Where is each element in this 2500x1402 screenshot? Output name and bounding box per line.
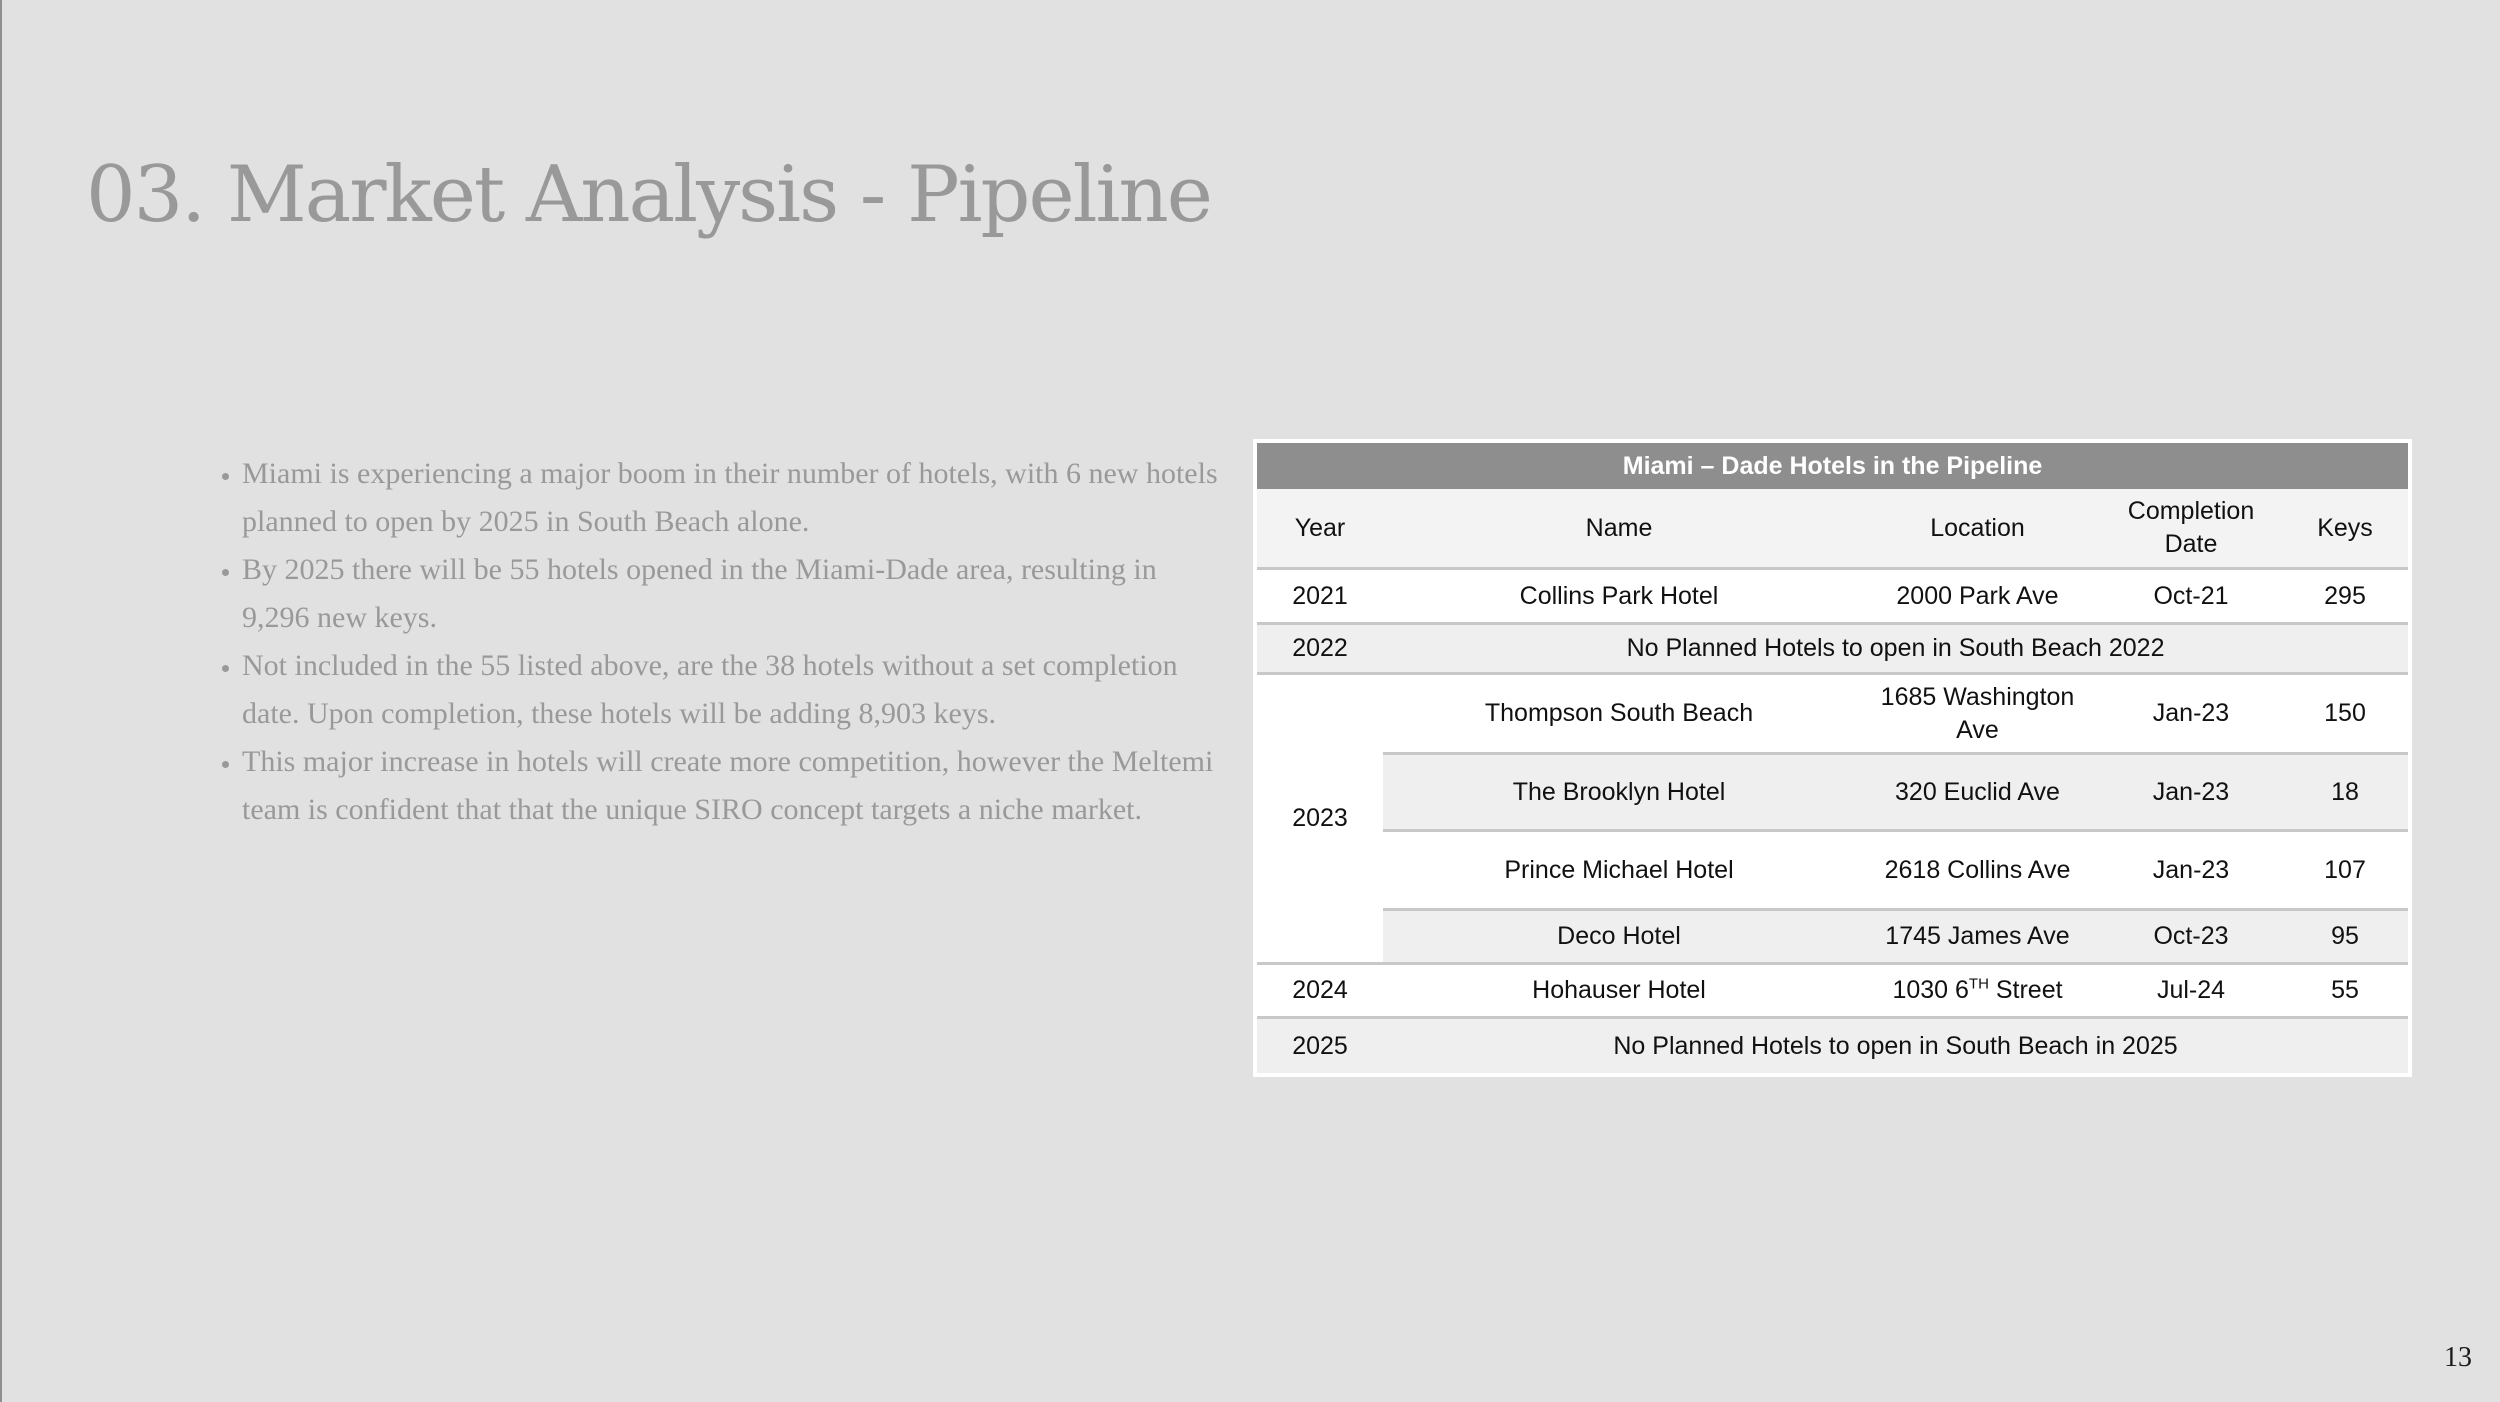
- cell-year: 2023: [1257, 673, 1383, 963]
- cell-note: No Planned Hotels to open in South Beach in 2025: [1383, 1018, 2408, 1073]
- slide-title: 03. Market Analysis - Pipeline: [86, 150, 1211, 240]
- cell-name: Prince Michael Hotel: [1383, 831, 1855, 909]
- cell-keys: 107: [2282, 831, 2408, 909]
- cell-location: 2000 Park Ave: [1855, 569, 2100, 623]
- cell-completion: Oct-23: [2100, 909, 2282, 963]
- cell-location: 320 Euclid Ave: [1855, 754, 2100, 831]
- cell-name: Hohauser Hotel: [1383, 963, 1855, 1017]
- cell-year: 2022: [1257, 623, 1383, 673]
- cell-keys: 55: [2282, 963, 2408, 1017]
- cell-name: The Brooklyn Hotel: [1383, 754, 1855, 831]
- location-prefix: 1030 6: [1892, 976, 1969, 1005]
- cell-completion: Jan-23: [2100, 754, 2282, 831]
- cell-location: 1685 Washington Ave: [1855, 673, 2100, 753]
- cell-keys: 150: [2282, 673, 2408, 753]
- left-edge-rule: [0, 0, 2, 1402]
- bullet-item: • Miami is experiencing a major boom in their number of hotels, with 6 new hotels planned to open by 2025 in South Beach alone.: [242, 450, 1222, 546]
- table-row: [1257, 569, 2408, 623]
- cell-year: 2025: [1257, 1018, 1383, 1073]
- header-year: Year: [1257, 489, 1383, 569]
- cell-keys: 95: [2282, 909, 2408, 963]
- cell-completion: Jul-24: [2100, 963, 2282, 1017]
- table-row: [1257, 754, 2408, 831]
- table-title-row: [1257, 443, 2408, 489]
- cell-year: 2021: [1257, 569, 1383, 623]
- cell-year: 2024: [1257, 963, 1383, 1017]
- cell-location: [1855, 963, 2100, 1017]
- location-suffix: Street: [1988, 976, 2063, 1005]
- table-title: Miami – Dade Hotels in the Pipeline: [1257, 443, 2408, 489]
- pipeline-table: [1257, 443, 2408, 1073]
- table-row: [1257, 831, 2408, 909]
- cell-location: 2618 Collins Ave: [1855, 831, 2100, 909]
- header-keys: Keys: [2282, 489, 2408, 569]
- cell-keys: 295: [2282, 569, 2408, 623]
- table-row: [1257, 1018, 2408, 1073]
- table-header-row: [1257, 489, 2408, 569]
- cell-completion: Oct-21: [2100, 569, 2282, 623]
- pipeline-table-image: [1253, 439, 2412, 1077]
- location-superscript: TH: [1968, 975, 1989, 993]
- header-name: Name: [1383, 489, 1855, 569]
- table-row: [1257, 909, 2408, 963]
- table-row: [1257, 963, 2408, 1017]
- header-location: Location: [1855, 489, 2100, 569]
- bullet-item: • This major increase in hotels will create more competition, however the Meltemi team is confident that that the unique SIRO concept targets a niche market.: [242, 738, 1222, 834]
- bullet-item: • Not included in the 55 listed above, are the 38 hotels without a set completion date. Upon completion, these hotels will be adding 8,903 keys.: [242, 642, 1222, 738]
- cell-completion: Jan-23: [2100, 673, 2282, 753]
- cell-name: Thompson South Beach: [1383, 673, 1855, 753]
- table-row: [1257, 623, 2408, 673]
- cell-keys: 18: [2282, 754, 2408, 831]
- page-number: 13: [2444, 1342, 2472, 1373]
- cell-name: Deco Hotel: [1383, 909, 1855, 963]
- table-row: [1257, 673, 2408, 753]
- cell-note: No Planned Hotels to open in South Beach 2022: [1383, 623, 2408, 673]
- bullet-list: [200, 450, 1222, 834]
- header-completion: Completion Date: [2100, 489, 2282, 569]
- cell-completion: Jan-23: [2100, 831, 2282, 909]
- cell-name: Collins Park Hotel: [1383, 569, 1855, 623]
- bullet-item: • By 2025 there will be 55 hotels opened in the Miami-Dade area, resulting in 9,296 new keys.: [242, 546, 1222, 642]
- cell-location: 1745 James Ave: [1855, 909, 2100, 963]
